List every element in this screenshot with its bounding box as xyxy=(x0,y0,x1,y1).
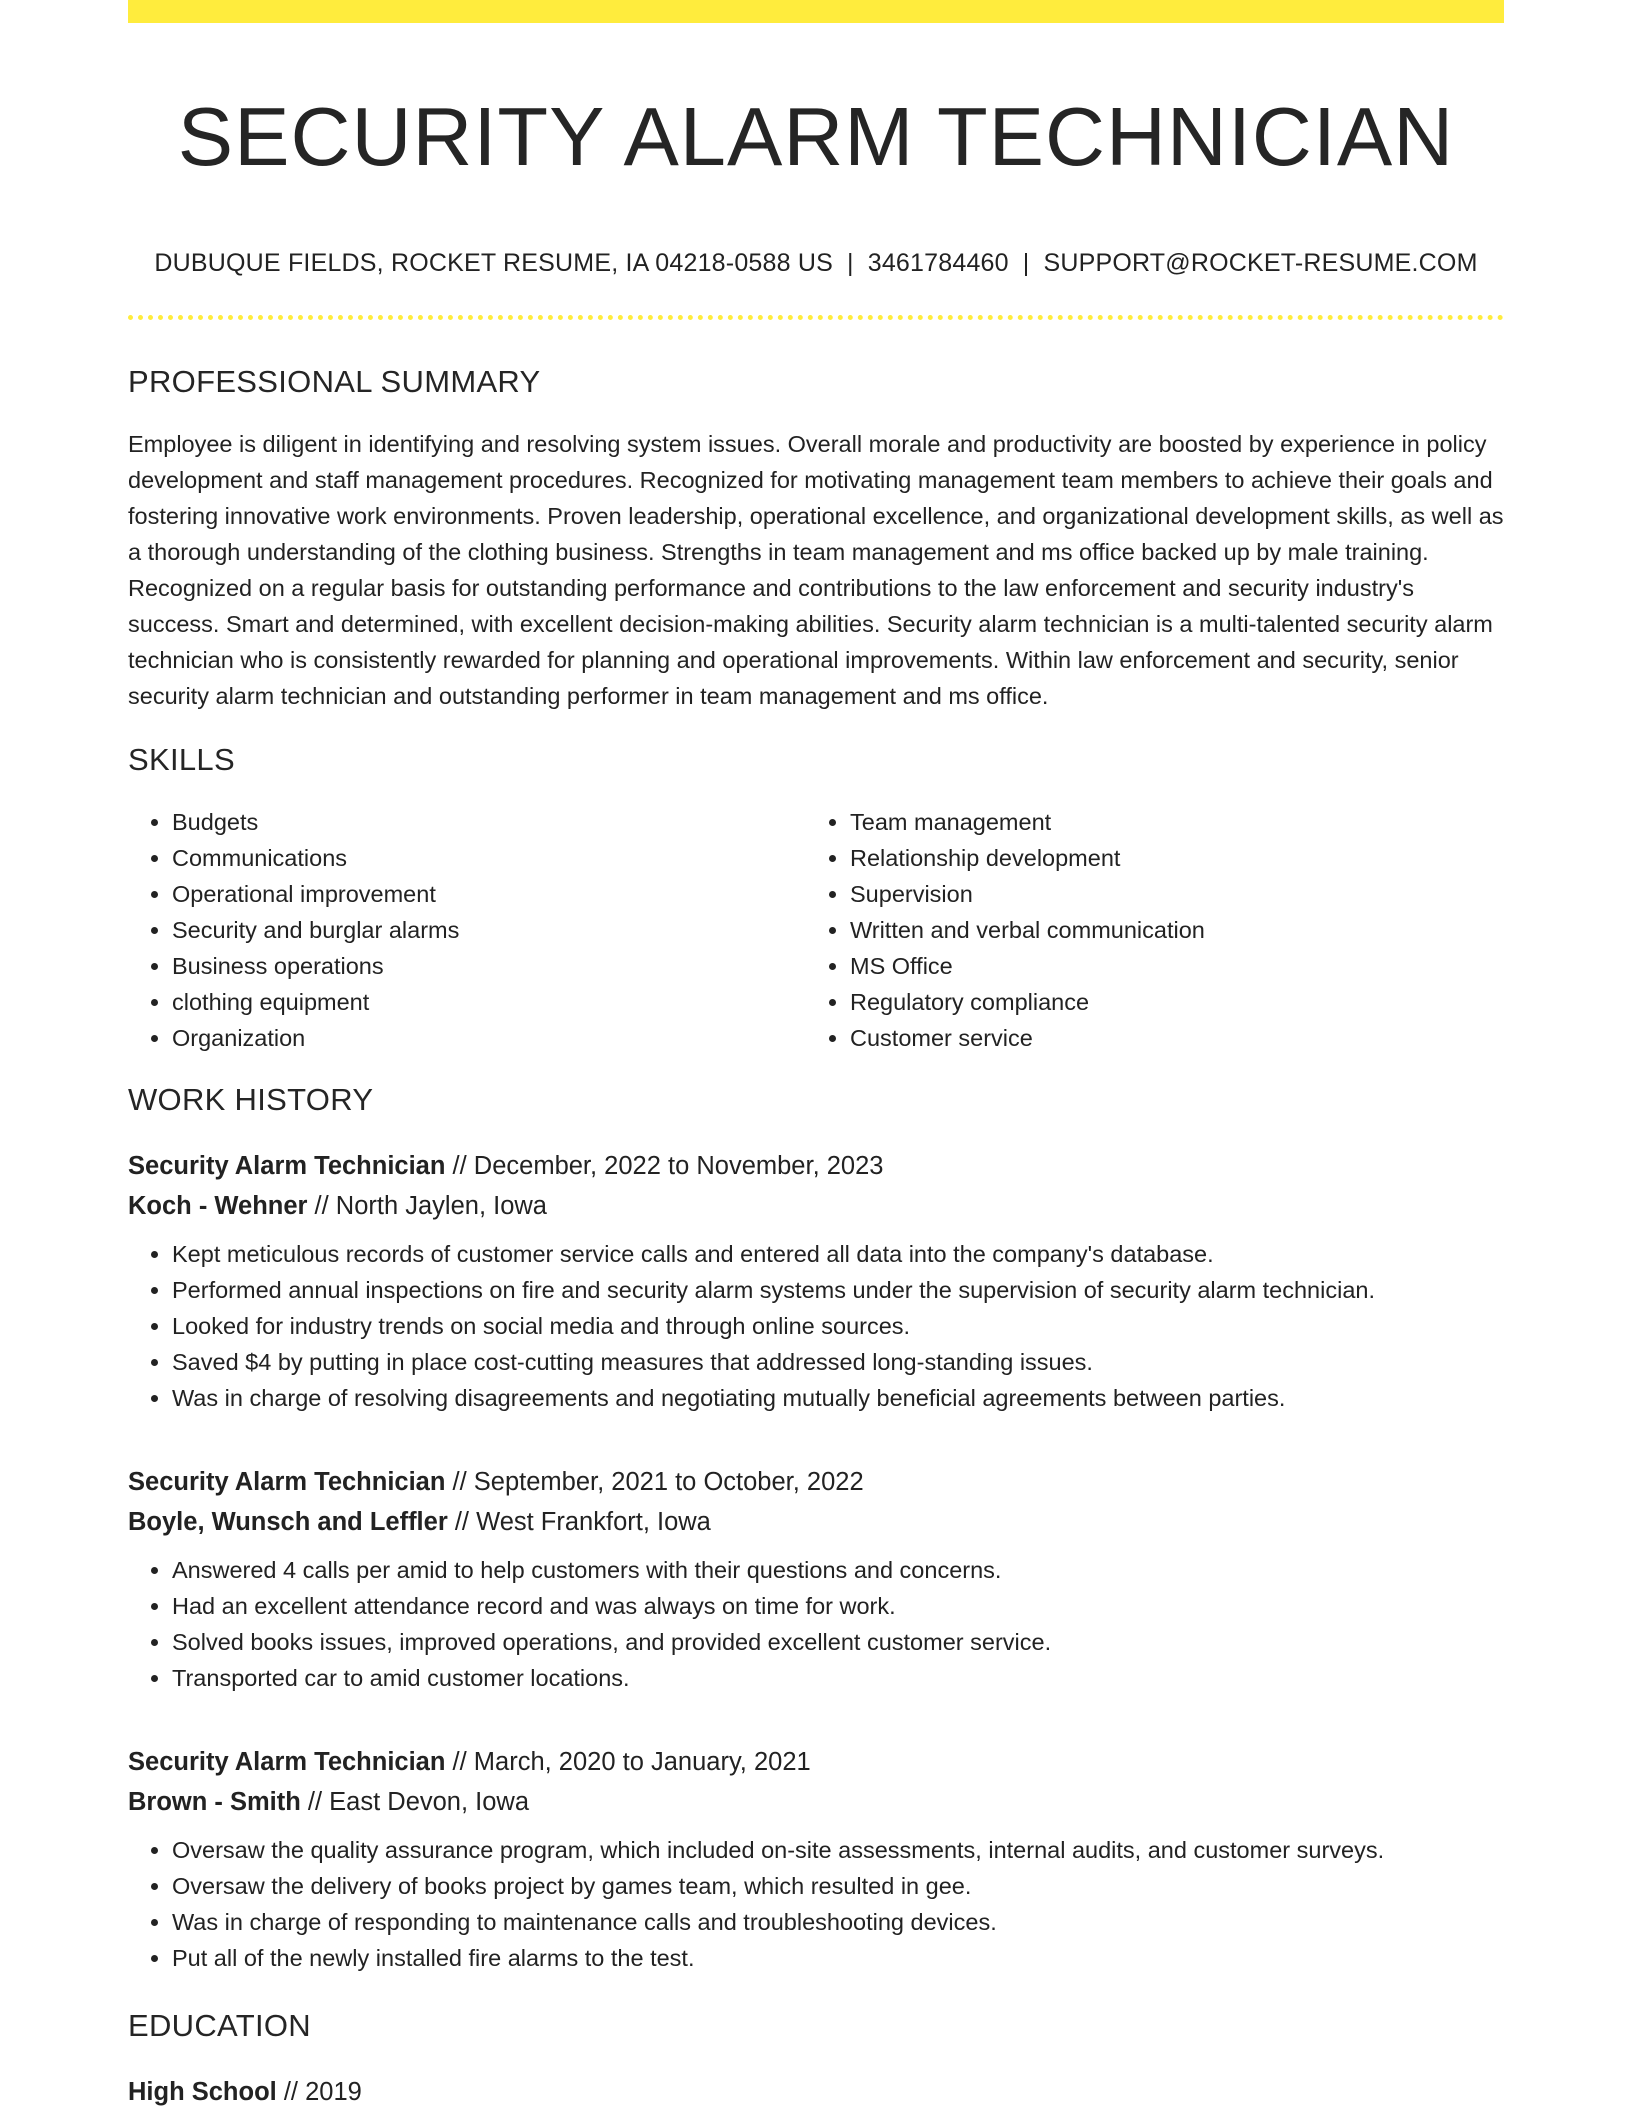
section-title-summary: PROFESSIONAL SUMMARY xyxy=(128,364,541,399)
job-bullet: • Answered 4 calls per amid to help customers with their questions and concerns. xyxy=(172,1552,1504,1588)
job-role: Security Alarm Technician xyxy=(128,1748,446,1776)
job-bullet: • Kept meticulous records of customer service calls and entered all data into the company's database. xyxy=(172,1236,1504,1272)
section-title-work: WORK HISTORY xyxy=(128,1082,374,1117)
section-title-skills: SKILLS xyxy=(128,742,235,777)
job-bullets xyxy=(128,1236,1504,1416)
summary-text: Employee is diligent in identifying and resolving system issues. Overall morale and productivity are boosted by experience in policy development and staff management procedures. Recognized for motivating management team members to achieve their goals and fostering innovative work environments. Proven leadership, operational excellence, and organizational development skills, as well as a thorough understanding of the clothing business. Strengths in team management and ms office backed up by male training. Recognized on a regular basis for outstanding performance and contributions to the law enforcement and security industry's success. Smart and determined, with excellent decision-making abilities. Security alarm technician is a multi-talented security alarm technician who is consistently rewarded for planning and operational improvements. Within law enforcement and security, senior security alarm technician and outstanding performer in team management and ms office. xyxy=(128,431,1504,709)
job-dates: // March, 2020 to January, 2021 xyxy=(445,1748,811,1776)
job-bullet: • Saved $4 by putting in place cost-cutting measures that addressed long-standing issues. xyxy=(172,1344,1504,1380)
skill-item: • Security and burglar alarms xyxy=(172,912,806,948)
job-bullet: • Transported car to amid customer locations. xyxy=(172,1660,1504,1696)
candidate-name: SECURITY ALARM TECHNICIAN xyxy=(177,90,1455,183)
work-history-section xyxy=(128,1080,1504,1976)
contact-separator: | xyxy=(1022,249,1030,277)
job-bullet: • Was in charge of resolving disagreements and negotiating mutually beneficial agreements between parties. xyxy=(172,1380,1504,1416)
skill-item: • Organization xyxy=(172,1020,806,1056)
job-company-line xyxy=(128,1782,1504,1822)
job-bullets xyxy=(128,1552,1504,1696)
summary-section xyxy=(128,362,1504,714)
job-bullet: • Performed annual inspections on fire and security alarm systems under the supervision of security alarm technician. xyxy=(172,1272,1504,1308)
job-title-line xyxy=(128,1462,1504,1502)
job-entry xyxy=(128,1146,1504,1416)
job-title-line xyxy=(128,1146,1504,1186)
contact-separator: | xyxy=(847,249,854,277)
job-dates: // September, 2021 to October, 2022 xyxy=(445,1468,864,1496)
job-company-line xyxy=(128,1502,1504,1542)
job-bullet: • Put all of the newly installed fire alarms to the test. xyxy=(172,1940,1504,1976)
skills-section xyxy=(128,740,1504,1056)
job-company: Brown - Smith xyxy=(128,1788,301,1816)
skills-list-right xyxy=(806,804,1504,1056)
job-company: Koch - Wehner xyxy=(128,1192,308,1220)
education-entry xyxy=(128,2072,1504,2112)
skills-list-left xyxy=(128,804,806,1056)
skills-columns xyxy=(128,804,1504,1056)
contact-line xyxy=(128,247,1504,279)
job-bullet: • Solved books issues, improved operations, and provided excellent customer service. xyxy=(172,1624,1504,1660)
skill-item: • Operational improvement xyxy=(172,876,806,912)
job-bullets xyxy=(128,1832,1504,1976)
skill-item: • Business operations xyxy=(172,948,806,984)
job-bullet: • Oversaw the delivery of books project by games team, which resulted in gee. xyxy=(172,1868,1504,1904)
accent-bar xyxy=(128,0,1504,23)
section-title-education: EDUCATION xyxy=(128,2008,311,2043)
job-entry xyxy=(128,1462,1504,1696)
job-bullet: • Looked for industry trends on social media and through online sources. xyxy=(172,1308,1504,1344)
education-section xyxy=(128,2006,1504,2112)
education-year: // 2019 xyxy=(276,2078,362,2106)
skill-item: • Supervision xyxy=(850,876,1504,912)
skill-item: • Budgets xyxy=(172,804,806,840)
job-role: Security Alarm Technician xyxy=(128,1468,446,1496)
skill-item: • Communications xyxy=(172,840,806,876)
skill-item: • Team management xyxy=(850,804,1504,840)
email-link[interactable]: SUPPORT@ROCKET-RESUME.COM xyxy=(1043,249,1478,277)
job-bullet: • Was in charge of responding to maintenance calls and troubleshooting devices. xyxy=(172,1904,1504,1940)
job-location: // East Devon, Iowa xyxy=(300,1788,530,1816)
skill-item: • Customer service xyxy=(850,1020,1504,1056)
address: DUBUQUE FIELDS, ROCKET RESUME, IA 04218-0588 US xyxy=(154,249,834,277)
job-company: Boyle, Wunsch and Leffler xyxy=(128,1508,448,1536)
job-entry xyxy=(128,1742,1504,1976)
job-company-line xyxy=(128,1186,1504,1226)
skill-item: • Written and verbal communication xyxy=(850,912,1504,948)
phone: 3461784460 xyxy=(867,249,1009,277)
resume-page xyxy=(128,0,1504,2112)
job-bullet: • Oversaw the quality assurance program, which included on-site assessments, internal audits, and customer surveys. xyxy=(172,1832,1504,1868)
job-title-line xyxy=(128,1742,1504,1782)
skill-item: • MS Office xyxy=(850,948,1504,984)
skill-item: • Regulatory compliance xyxy=(850,984,1504,1020)
job-dates: // December, 2022 to November, 2023 xyxy=(445,1152,884,1180)
education-degree: High School xyxy=(128,2078,277,2106)
job-bullet: • Had an excellent attendance record and was always on time for work. xyxy=(172,1588,1504,1624)
job-location: // North Jaylen, Iowa xyxy=(307,1192,547,1220)
skill-item: • clothing equipment xyxy=(172,984,806,1020)
job-location: // West Frankfort, Iowa xyxy=(447,1508,711,1536)
dotted-divider xyxy=(128,315,1504,320)
job-role: Security Alarm Technician xyxy=(128,1152,446,1180)
skill-item: • Relationship development xyxy=(850,840,1504,876)
